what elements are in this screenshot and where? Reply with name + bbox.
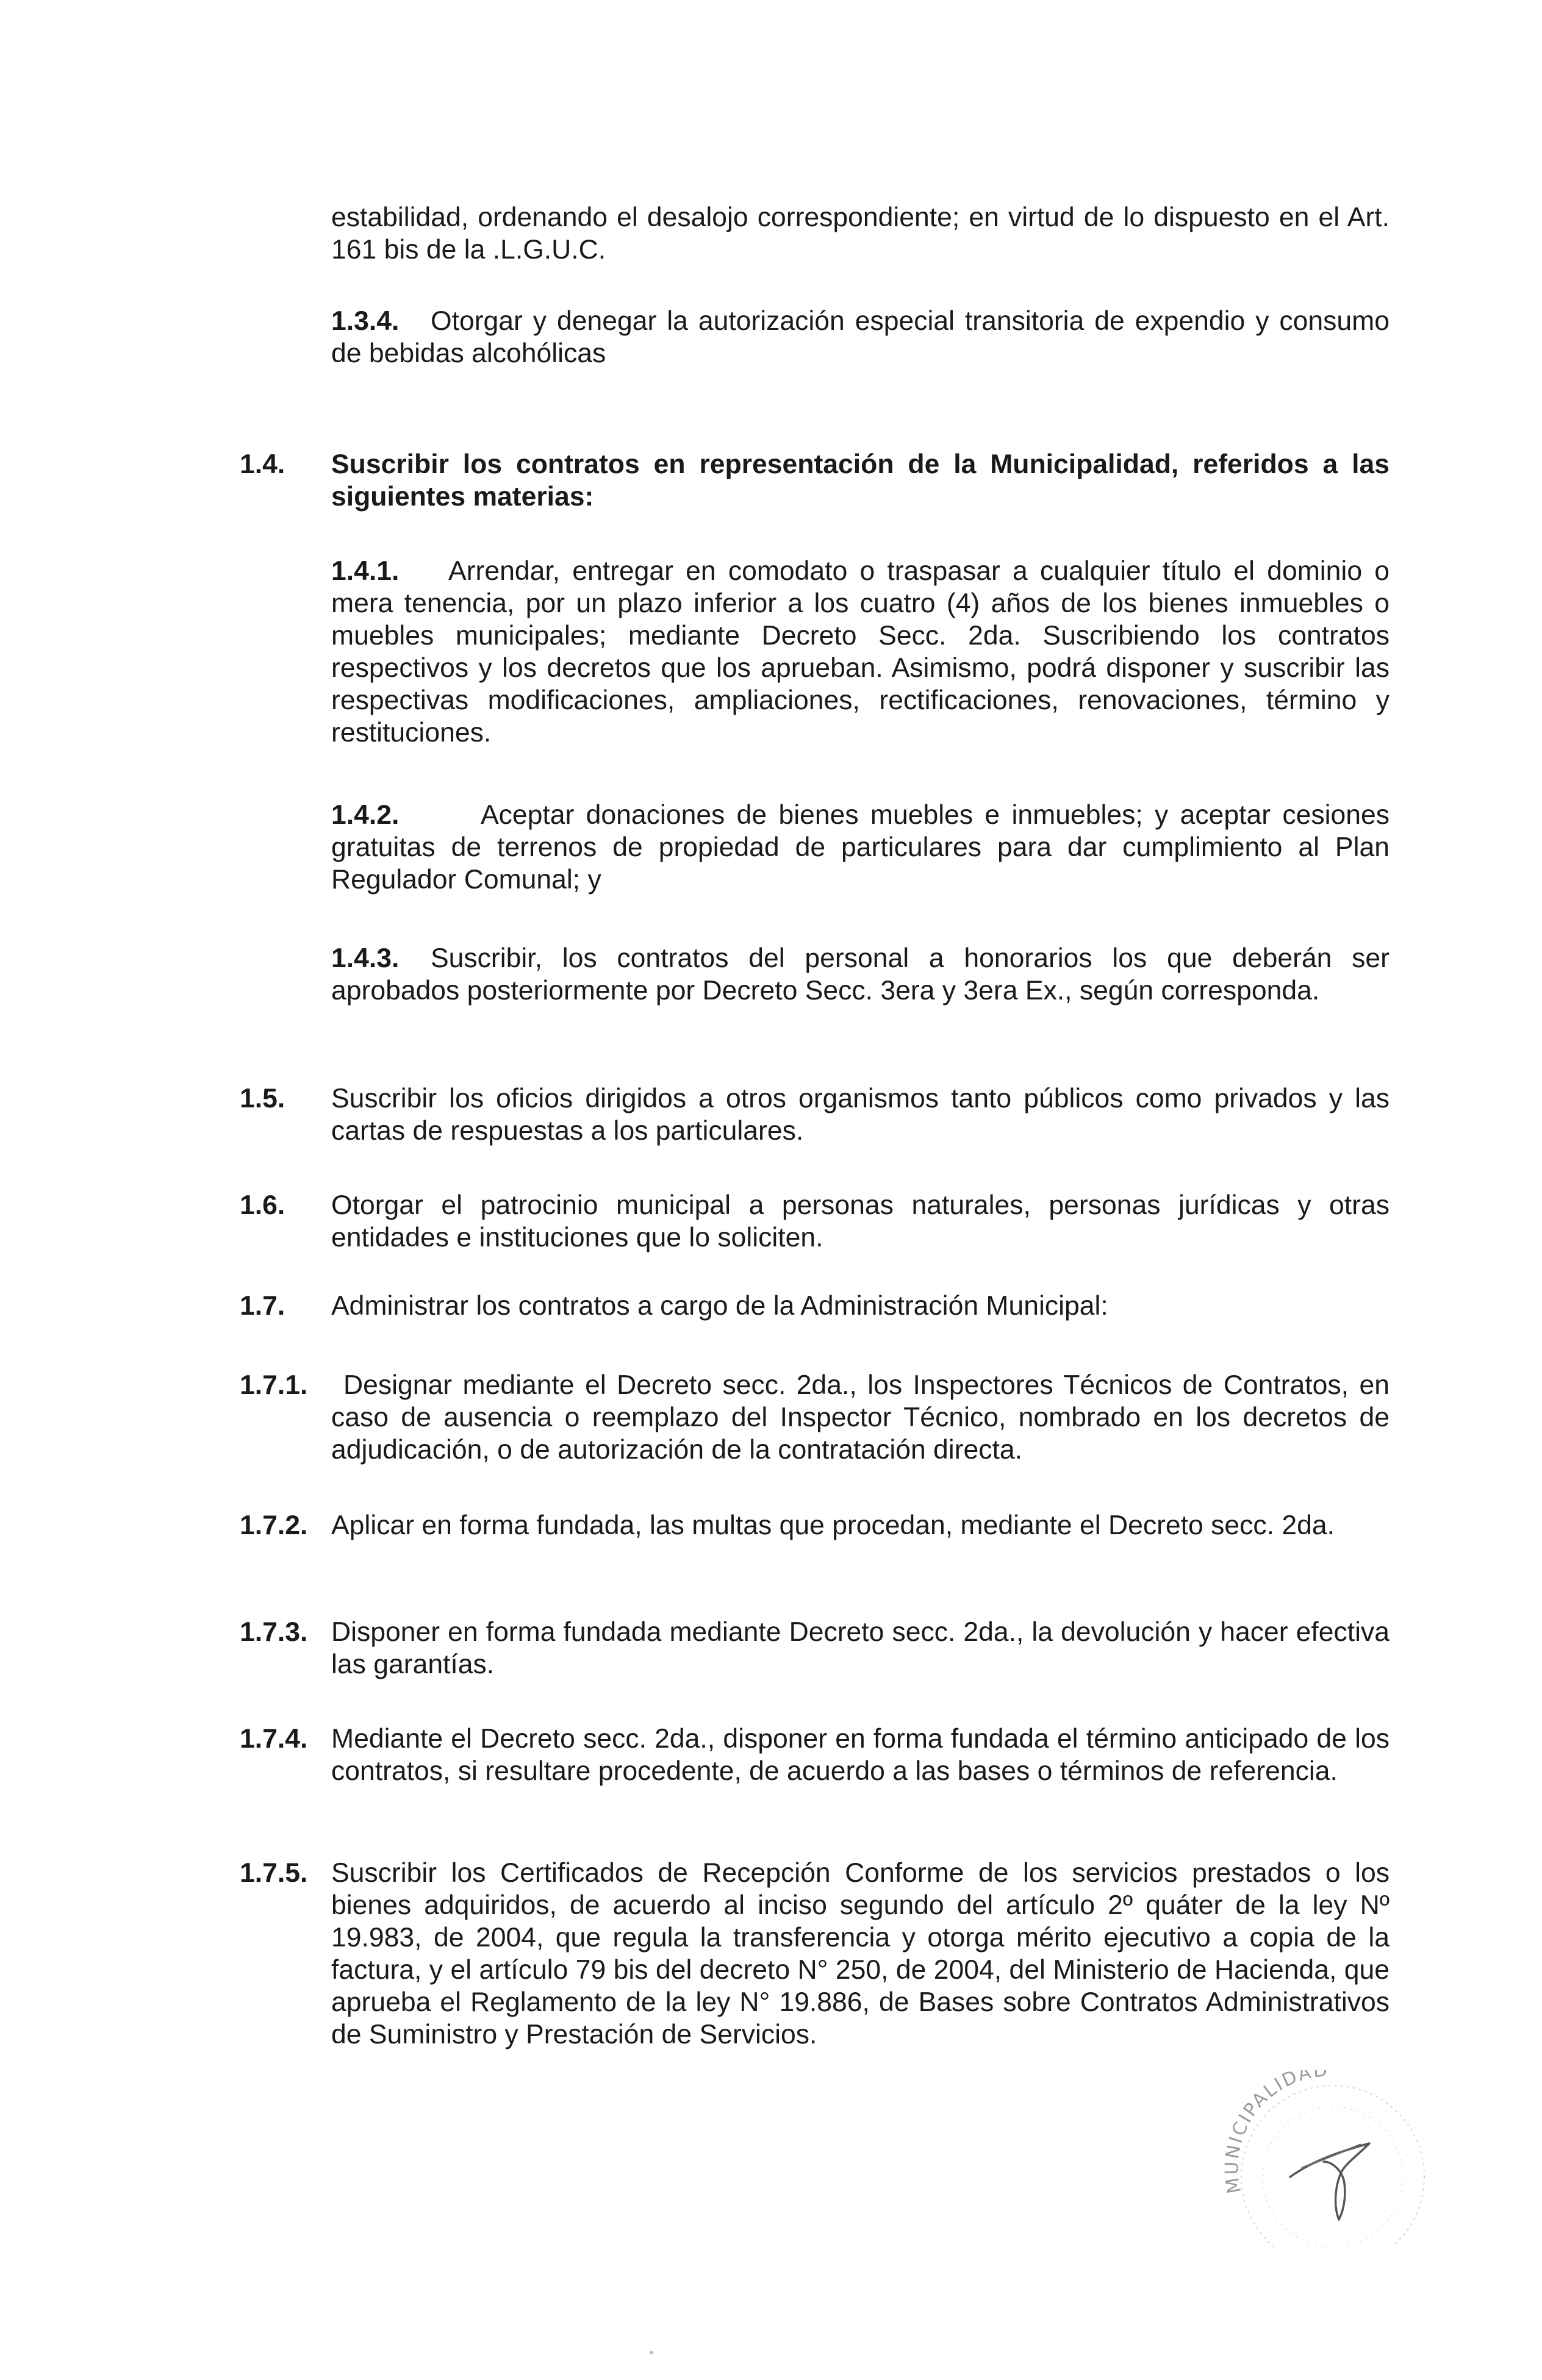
paragraph-number: 1.6. [240, 1190, 285, 1220]
paragraph-1-7 [240, 1290, 1390, 1322]
stamp-text: MUNICIPALIDAD [1221, 2070, 1330, 2195]
paragraph-number: 1.3.4. [331, 306, 400, 336]
paragraph-1-4-1 [331, 555, 1390, 749]
paragraph-text: Arrendar, entregar en comodato o traspasar a cualquier título el dominio o mera tenencia, por un plazo inferior a los cuatro (4) años de los bienes inmuebles o muebles municipales; mediante Decreto Secc. 2da. Suscribiendo los contratos respectivos y los decretos que los aprueban. Asimismo, podrá disponer y suscribir las respectivas modificaciones, ampliaciones, rectificaciones, renovaciones, término y restituciones. [331, 556, 1390, 748]
paragraph-continuation [331, 201, 1390, 266]
paragraph-number: 1.4. [240, 449, 285, 479]
paragraph-number: 1.7.1. [240, 1370, 308, 1400]
paragraph-text: Administrar los contratos a cargo de la Administración Municipal: [331, 1291, 1108, 1321]
paragraph-text: Aceptar donaciones de bienes muebles e inmuebles; y aceptar cesiones gratuitas de terrenos de propiedad de particulares para dar cumplimiento al Plan Regulador Comunal; y [331, 800, 1390, 895]
paragraph-1-5 [240, 1082, 1390, 1147]
paragraph-1-7-3 [240, 1616, 1390, 1681]
paragraph-number: 1.7. [240, 1291, 285, 1321]
paragraph-1-7-1 [240, 1369, 1390, 1466]
paragraph-text: Suscribir, los contratos del personal a honorarios los que deberán ser aprobados posteriormente por Decreto Secc. 3era y 3era Ex., según corresponda. [331, 943, 1390, 1006]
paragraph-text: Otorgar y denegar la autorización especial transitoria de expendio y consumo de bebidas alcohólicas [331, 306, 1390, 368]
paragraph-number: 1.5. [240, 1084, 285, 1113]
paragraph-number: 1.7.5. [240, 1858, 308, 1888]
paragraph-heading: Suscribir los contratos en representación de la Municipalidad, referidos a las siguientes materias: [331, 449, 1390, 512]
paragraph-number: 1.4.2. [331, 800, 400, 830]
paragraph-number: 1.7.2. [240, 1510, 308, 1540]
paragraph-number: 1.4.1. [331, 556, 400, 586]
paragraph-1-7-5 [240, 1857, 1390, 2051]
municipal-stamp [1211, 2070, 1449, 2247]
paragraph-1-3-4 [331, 305, 1390, 370]
paragraph-1-6 [240, 1189, 1390, 1254]
paragraph-number: 1.7.4. [240, 1724, 308, 1754]
paragraph-text: estabilidad, ordenando el desalojo correspondiente; en virtud de lo dispuesto en el Art. 161 bis de la .L.G.U.C. [331, 202, 1390, 265]
paragraph-text: Mediante el Decreto secc. 2da., disponer en forma fundada el término anticipado de los contratos, si resultare procedente, de acuerdo a las bases o términos de referencia. [331, 1724, 1390, 1786]
paragraph-number: 1.4.3. [331, 943, 400, 973]
initials-signature [1290, 2143, 1369, 2220]
stamp-seal-icon [1211, 2070, 1449, 2247]
paragraph-text: Designar mediante el Decreto secc. 2da., los Inspectores Técnicos de Contratos, en caso de ausencia o reemplazo del Inspector Técnico, nombrado en los decretos de adjudicación, o de autorización de la contratación directa. [331, 1370, 1390, 1465]
paragraph-1-4 [240, 448, 1390, 513]
paragraph-1-7-4 [240, 1723, 1390, 1787]
paragraph-1-7-2 [240, 1509, 1390, 1542]
paragraph-number: 1.7.3. [240, 1617, 308, 1647]
paragraph-text: Disponer en forma fundada mediante Decreto secc. 2da., la devolución y hacer efectiva las garantías. [331, 1617, 1390, 1679]
paragraph-text: Suscribir los oficios dirigidos a otros organismos tanto públicos como privados y las cartas de respuestas a los particulares. [331, 1084, 1390, 1146]
paragraph-1-4-3 [331, 942, 1390, 1007]
paragraph-text: Aplicar en forma fundada, las multas que procedan, mediante el Decreto secc. 2da. [331, 1510, 1335, 1540]
scan-speck [650, 2351, 653, 2354]
paragraph-text: Otorgar el patrocinio municipal a personas naturales, personas jurídicas y otras entidades e instituciones que lo soliciten. [331, 1190, 1390, 1253]
paragraph-1-4-2 [331, 799, 1390, 896]
paragraph-text: Suscribir los Certificados de Recepción Conforme de los servicios prestados o los bienes adquiridos, de acuerdo al inciso segundo del artículo 2º quáter de la ley Nº 19.983, de 2004, que regula la transferencia y otorga mérito ejecutivo a copia de la factura, y el artículo 79 bis del decreto N° 250, de 2004, del Ministerio de Hacienda, que aprueba el Reglamento de la ley N° 19.886, de Bases sobre Contratos Administrativos de Suministro y Prestación de Servicios. [331, 1858, 1390, 2049]
